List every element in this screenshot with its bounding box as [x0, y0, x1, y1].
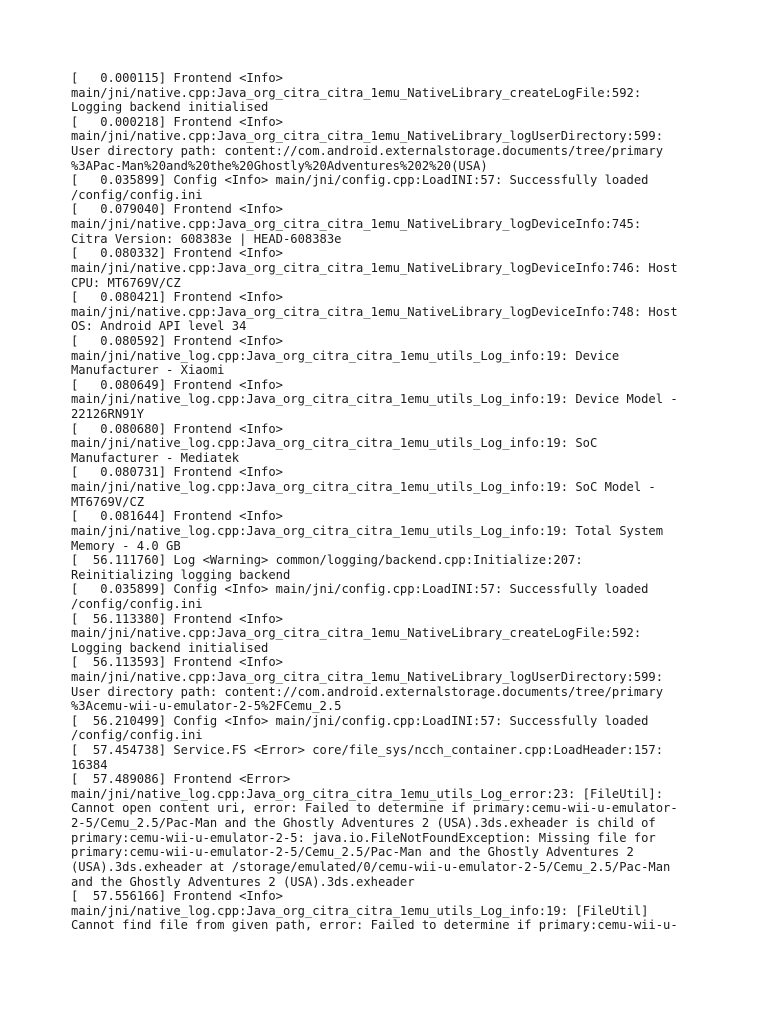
log-line: main/jni/native.cpp:Java_org_citra_citra_1emu_NativeLibrary_logUserDirectory:599: [71, 669, 664, 684]
log-line: %3Acemu-wii-u-emulator-2-5%2FCemu_2.5 [71, 699, 342, 714]
log-line: [ 57.454738] Service.FS <Error> core/file_sys/ncch_container.cpp:LoadHeader:157: [71, 743, 664, 758]
log-line: Citra Version: 608383e | HEAD-608383e [71, 231, 342, 246]
log-line: [ 0.035899] Config <Info> main/jni/config.cpp:LoadINI:57: Successfully loaded [71, 173, 649, 188]
log-line: User directory path: content://com.android.externalstorage.documents/tree/primary [71, 144, 664, 159]
log-line: [ 57.556166] Frontend <Info> [71, 889, 283, 904]
log-line: main/jni/native_log.cpp:Java_org_citra_citra_1emu_utils_Log_info:19: SoC Model - [71, 480, 656, 495]
log-line: main/jni/native_log.cpp:Java_org_citra_citra_1emu_utils_Log_info:19: Device [71, 348, 620, 363]
log-line: [ 0.080421] Frontend <Info> [71, 290, 283, 305]
log-line: /config/config.ini [71, 187, 203, 202]
log-line: [ 0.080592] Frontend <Info> [71, 333, 283, 348]
log-line: [ 0.080731] Frontend <Info> [71, 465, 283, 480]
log-line: primary:cemu-wii-u-emulator-2-5: java.io.FileNotFoundException: Missing file for [71, 830, 656, 845]
log-line: CPU: MT6769V/CZ [71, 275, 181, 290]
log-line: [ 0.081644] Frontend <Info> [71, 509, 283, 524]
log-line: Reinitializing logging backend [71, 567, 291, 582]
log-line: main/jni/native.cpp:Java_org_citra_citra_1emu_NativeLibrary_logDeviceInfo:745: [71, 217, 642, 232]
log-document [71, 71, 711, 933]
log-line: main/jni/native_log.cpp:Java_org_citra_citra_1emu_utils_Log_error:23: [FileUtil]: [71, 786, 664, 801]
log-line: 22126RN91Y [71, 407, 145, 422]
log-line: main/jni/native_log.cpp:Java_org_citra_citra_1emu_utils_Log_info:19: SoC [71, 436, 598, 451]
log-line: [ 0.080680] Frontend <Info> [71, 421, 283, 436]
log-line: 2-5/Cemu_2.5/Pac-Man and the Ghostly Adventures 2 (USA).3ds.exheader is child of [71, 816, 656, 831]
log-line: Cannot open content uri, error: Failed to determine if primary:cemu-wii-u-emulator- [71, 801, 678, 816]
log-line: Manufacturer - Mediatek [71, 450, 240, 465]
log-line: main/jni/native.cpp:Java_org_citra_citra_1emu_NativeLibrary_logDeviceInfo:746: Host [71, 260, 678, 275]
log-line: [ 0.080649] Frontend <Info> [71, 377, 283, 392]
log-line: [ 56.210499] Config <Info> main/jni/config.cpp:LoadINI:57: Successfully loaded [71, 713, 649, 728]
log-line: main/jni/native_log.cpp:Java_org_citra_citra_1emu_utils_Log_info:19: [FileUtil] [71, 903, 649, 918]
log-line: Logging backend initialised [71, 640, 269, 655]
log-line: main/jni/native.cpp:Java_org_citra_citra_1emu_NativeLibrary_logDeviceInfo:748: Host [71, 304, 678, 319]
log-line: [ 0.000218] Frontend <Info> [71, 114, 283, 129]
log-line: main/jni/native.cpp:Java_org_citra_citra_1emu_NativeLibrary_logUserDirectory:599: [71, 129, 664, 144]
log-line: OS: Android API level 34 [71, 319, 247, 334]
log-line: and the Ghostly Adventures 2 (USA).3ds.exheader [71, 874, 415, 889]
log-line: /config/config.ini [71, 596, 203, 611]
log-line: Memory - 4.0 GB [71, 538, 181, 553]
log-line: Manufacturer - Xiaomi [71, 363, 225, 378]
log-line: User directory path: content://com.android.externalstorage.documents/tree/primary [71, 684, 664, 699]
log-line: main/jni/native_log.cpp:Java_org_citra_citra_1emu_utils_Log_info:19: Total System [71, 523, 664, 538]
log-line: [ 56.111760] Log <Warning> common/logging/backend.cpp:Initialize:207: [71, 553, 583, 568]
log-line: [ 0.080332] Frontend <Info> [71, 246, 283, 261]
log-line: /config/config.ini [71, 728, 203, 743]
log-line: [ 56.113593] Frontend <Info> [71, 655, 283, 670]
log-line: Logging backend initialised [71, 100, 269, 115]
log-line: [ 0.000115] Frontend <Info> [71, 71, 283, 85]
log-line: %3APac-Man%20and%20the%20Ghostly%20Adventures%202%20(USA) [71, 158, 488, 173]
log-line: [ 56.113380] Frontend <Info> [71, 611, 283, 626]
log-line: main/jni/native.cpp:Java_org_citra_citra_1emu_NativeLibrary_createLogFile:592: [71, 85, 642, 100]
log-line: main/jni/native_log.cpp:Java_org_citra_citra_1emu_utils_Log_info:19: Device Model - [71, 392, 678, 407]
log-line: [ 0.035899] Config <Info> main/jni/config.cpp:LoadINI:57: Successfully loaded [71, 582, 649, 597]
log-line: (USA).3ds.exheader at /storage/emulated/0/cemu-wii-u-emulator-2-5/Cemu_2.5/Pac-Man [71, 859, 671, 874]
log-line: [ 0.079040] Frontend <Info> [71, 202, 283, 217]
log-line: MT6769V/CZ [71, 494, 145, 509]
log-line: 16384 [71, 757, 108, 772]
log-line: primary:cemu-wii-u-emulator-2-5/Cemu_2.5/Pac-Man and the Ghostly Adventures 2 [71, 845, 634, 860]
log-line: [ 57.489086] Frontend <Error> [71, 772, 291, 787]
log-line: Cannot find file from given path, error: Failed to determine if primary:cemu-wii-u- [71, 918, 678, 933]
log-line: main/jni/native.cpp:Java_org_citra_citra_1emu_NativeLibrary_createLogFile:592: [71, 626, 642, 641]
